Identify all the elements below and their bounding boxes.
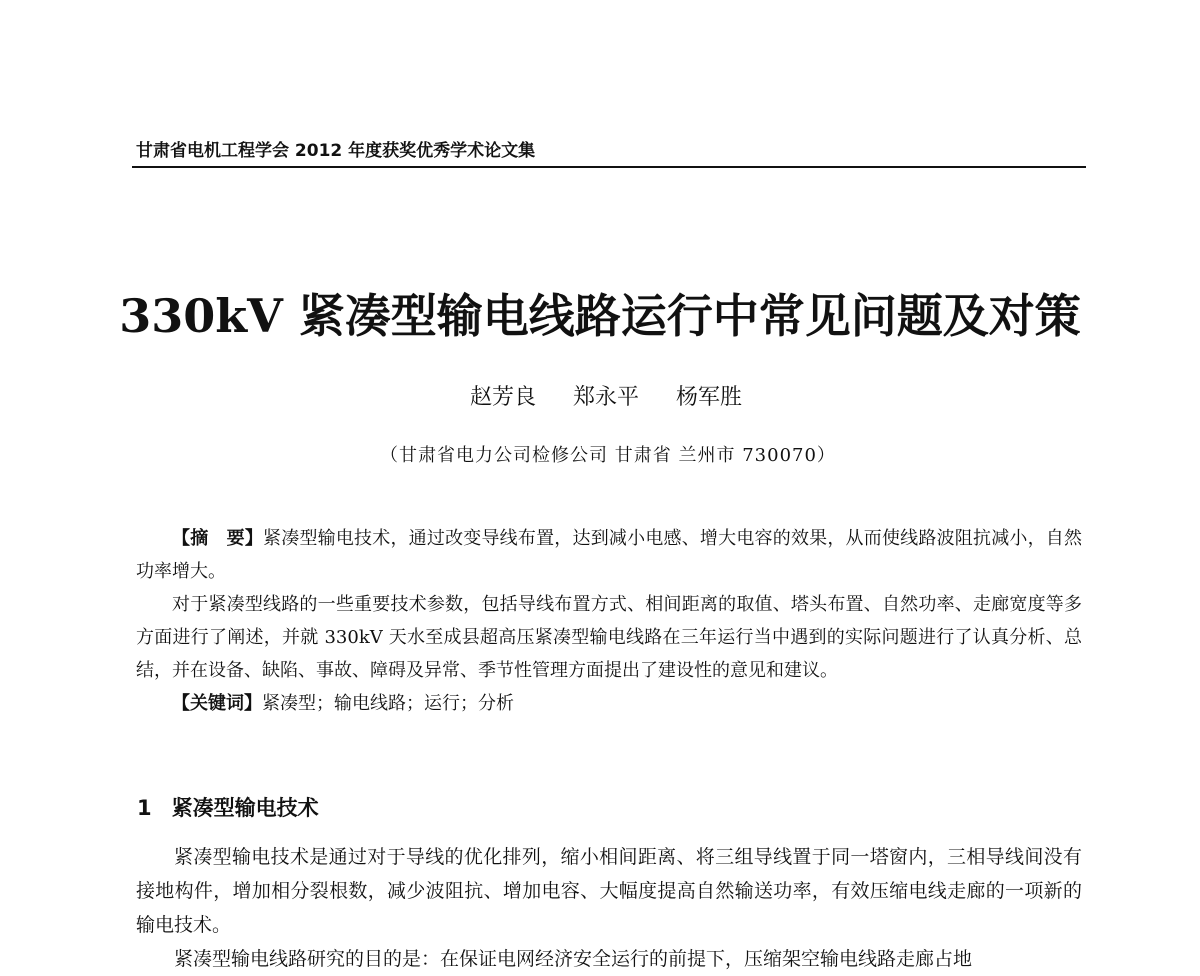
header-rule <box>132 166 1086 168</box>
author-name: 郑永平 <box>572 385 639 410</box>
abstract-label: 【摘 要】 <box>172 528 264 549</box>
author-name: 杨军胜 <box>676 385 743 410</box>
abstract-block <box>136 522 1082 720</box>
keywords-line <box>136 687 1082 720</box>
paper-title: 330kV 紧凑型输电线路运行中常见问题及对策 <box>119 289 1081 343</box>
abstract-text: 紧凑型输电技术，通过改变导线布置，达到减小电感、增大电容的效果，从而使线路波阻抗减小，自然功率增大。 <box>136 528 1083 582</box>
abstract-paragraph: 对于紧凑型线路的一些重要技术参数，包括导线布置方式、相间距离的取值、塔头布置、自然功率、走廊宽度等多方面进行了阐述，并就 330kV 天水至成县超高压紧凑型输电线路在三年运行当中遇到的实际问题进行了认真分析、总结，并在设备、缺陷、事故、障碍及异常、季节性管理方面提出了建设性的意见和建议。 <box>136 594 1082 681</box>
section-body <box>136 840 1082 976</box>
author-name: 赵芳良 <box>469 385 536 410</box>
running-header: 甘肃省电机工程学会 2012 年度获奖优秀学术论文集 <box>136 141 536 161</box>
abstract-paragraph <box>136 522 1082 588</box>
author-affiliation: （甘肃省电力公司检修公司 甘肃省 兰州市 730070） <box>380 445 836 466</box>
author-list <box>0 380 1200 411</box>
section-heading <box>137 792 319 822</box>
keywords-label: 【关键词】 <box>172 693 262 714</box>
section-title: 紧凑型输电技术 <box>171 796 319 820</box>
body-paragraph: 紧凑型输电技术是通过对于导线的优化排列，缩小相间距离、将三组导线置于同一塔窗内，三相导线间没有接地构件，增加相分裂根数，减少波阻抗、增加电容、大幅度提高自然输送功率，有效压缩电线走廊的一项新的输电技术。 <box>136 846 1082 936</box>
keywords-text: 紧凑型；输电线路；运行；分析 <box>262 693 514 714</box>
body-paragraph: 紧凑型输电线路研究的目的是：在保证电网经济安全运行的前提下，压缩架空输电线路走廊占地 <box>174 948 973 970</box>
section-number: 1 <box>137 796 152 820</box>
